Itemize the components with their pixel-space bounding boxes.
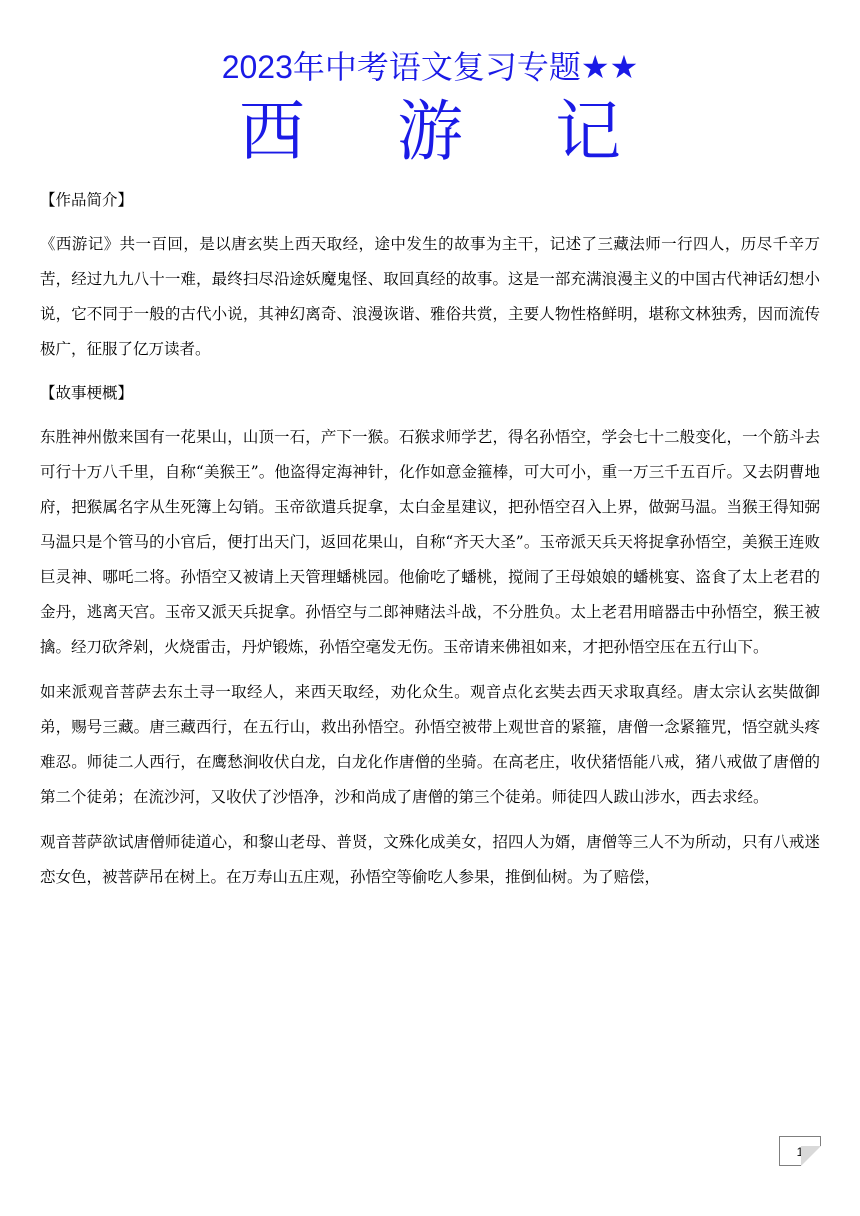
- section-heading-intro: 【作品简介】: [40, 191, 134, 209]
- paragraph: 东胜神州傲来国有一花果山，山顶一石，产下一猴。石猴求师学艺，得名孙悟空，学会七十二般变化，一个筋斗去可行十万八千里，自称“美猴王”。他盗得定海神针，化作如意金箍棒，可大可小，重一万三千五百斤。又去阴曹地府，把猴属名字从生死簿上勾销。玉帝欲遣兵捉拿，太白金星建议，把孙悟空召入上界，做弼马温。当猴王得知弼马温只是个管马的小官后，便打出天门，返回花果山，自称“齐天大圣”。玉帝派天兵天将捉拿孙悟空，美猴王连败巨灵神、哪吒二将。孙悟空又被请上天管理蟠桃园。他偷吃了蟠桃，搅闹了王母娘娘的蟠桃宴、盗食了太上老君的金丹，逃离天宫。玉帝又派天兵捉拿。孙悟空与二郎神赌法斗战，不分胜负。太上老君用暗器击中孙悟空，猴王被擒。经刀砍斧剁，火烧雷击，丹炉锻炼，孙悟空毫发无伤。玉帝请来佛祖如来，才把孙悟空压在五行山下。: [40, 428, 820, 656]
- page-number: [779, 1136, 821, 1166]
- paragraph: 《西游记》共一百回，是以唐玄奘上西天取经，途中发生的故事为主干，记述了三藏法师一行四人，历尽千辛万苦，经过九九八十一难，最终扫尽沿途妖魔鬼怪、取回真经的故事。这是一部充满浪漫主义的中国古代神话幻想小说，它不同于一般的古代小说，其神幻离奇、浪漫诙谐、雅俗共赏，主要人物性格鲜明，堪称文林独秀，因而流传极广，征服了亿万读者。: [40, 235, 820, 358]
- document-body: [40, 184, 820, 905]
- page-number-label: 1: [796, 1145, 804, 1159]
- document-subtitle: 2023年中考语文复习专题★★: [221, 49, 639, 85]
- paragraph: 如来派观音菩萨去东土寻一取经人，来西天取经，劝化众生。观音点化玄奘去西天求取真经。唐太宗认玄奘做御弟，赐号三藏。唐三藏西行，在五行山，救出孙悟空。孙悟空被带上观世音的紧箍，唐僧一念紧箍咒，悟空就头疼难忍。师徒二人西行，在鹰愁涧收伏白龙，白龙化作唐僧的坐骑。在高老庄，收伏猪悟能八戒，猪八戒做了唐僧的第二个徒弟；在流沙河，又收伏了沙悟净，沙和尚成了唐僧的第三个徒弟。师徒四人跋山涉水，西去求经。: [40, 683, 820, 806]
- title-char: 西: [239, 93, 305, 170]
- title-char: 记: [555, 93, 621, 170]
- section-heading-synopsis: 【故事梗概】: [40, 384, 134, 402]
- title-char: 游: [397, 93, 463, 170]
- paragraph: 观音菩萨欲试唐僧师徒道心，和黎山老母、普贤，文殊化成美女，招四人为婿，唐僧等三人不为所动，只有八戒迷恋女色，被菩萨吊在树上。在万寿山五庄观，孙悟空等偷吃人参果，推倒仙树。为了赔偿，: [40, 833, 820, 886]
- document-title: [0, 92, 860, 172]
- page-curl-icon: [801, 1146, 821, 1166]
